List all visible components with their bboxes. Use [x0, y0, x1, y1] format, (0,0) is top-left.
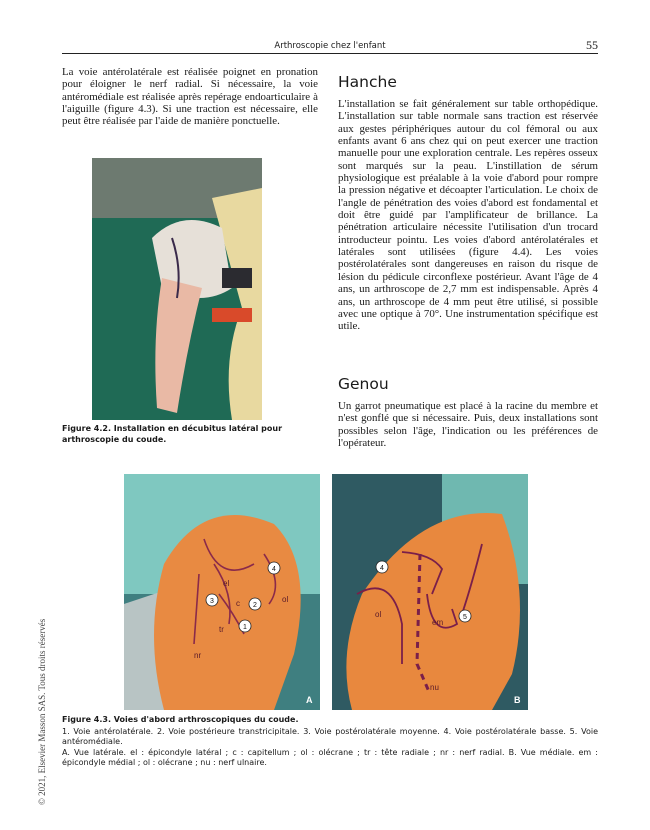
hanche-paragraph: L'installation se fait généralement sur table orthopédique. L'installation sur table normale sans traction est réservée aux gestes périphériques autour du col fémoral ou aux enfants avant 6 ans chez qui on peut exercer une traction manuelle pour une exploration centrale. Les repères osseux sont marqués sur la peau. L'instillation de sérum physiologique est préalable à la voie d'abord pour rompre la pression négative et décoapter l'articulation. Le choix de l'angle de pénétration des voies d'abord est fondamental et doit être guidé par l'amplificateur de brillance. La pénétration articulaire nécessite l'utilisation d'un trocard introducteur pointu. Les voies d'abord antérolatérales et latérales sont utilisées (figure 4.4). Les voies postérolatérales sont dangereuses en raison du risque de lésion du pédicule circonflexe postérieur. Avant l'âge de 4 ans, un arthroscope de 2,7 mm est indispensable. Après 4 ans, un arthroscope de 4 mm peut être utilisé, si possible avec une optique à 70°. Une instrumentation spécifique est utile.: [338, 98, 598, 333]
page-number: 55: [586, 38, 598, 52]
label-tr: tr: [219, 625, 224, 634]
label-nu: nu: [430, 683, 439, 692]
running-title: Arthroscopie chez l'enfant: [274, 41, 386, 51]
figure-4-3-caption-line1: 1. Voie antérolatérale. 2. Voie postérieure transtricipitale. 3. Voie postérolatérale moyenne. 4. Voie postérolatérale basse. 5. Voie antéromédiale.: [62, 726, 598, 747]
figure-4-2-caption: Figure 4.2. Installation en décubitus latéral pour arthroscopie du coude.: [62, 424, 283, 444]
panel-letter-a: A: [306, 695, 313, 705]
label-c: c: [236, 599, 240, 608]
label-ol: ol: [282, 595, 289, 604]
marker-2: 2: [253, 602, 257, 609]
label-el: el: [223, 579, 230, 588]
marker-4: 4: [380, 565, 384, 572]
section-heading-genou: Genou: [338, 375, 389, 393]
marker-1: 1: [243, 624, 247, 631]
marker-4: 4: [272, 566, 276, 573]
marker-3: 3: [210, 598, 214, 605]
label-em: em: [432, 618, 444, 627]
section-heading-hanche: Hanche: [338, 73, 397, 91]
label-nr: nr: [194, 651, 202, 660]
figure-4-3-caption: [62, 715, 598, 769]
marker-5: 5: [463, 614, 467, 621]
figure-4-3-caption-title: Figure 4.3. Voies d'abord arthroscopiques du coude.: [62, 715, 299, 724]
figure-4-2-photo: [92, 158, 262, 420]
label-ol: ol: [375, 610, 382, 619]
running-header: [62, 40, 598, 54]
figure-4-3-caption-line2: A. Vue latérale. el : épicondyle latéral ; c : capitellum ; ol : olécrane ; tr : tête radiale ; nr : nerf radial. B. Vue médiale. em : épicondyle médial ; ol : olécrane ; nu : nerf ulnaire.: [62, 747, 598, 768]
copyright-notice: © 2021, Elsevier Masson SAS. Tous droits réservés: [37, 618, 47, 805]
left-paragraph: La voie antérolatérale est réalisée poignet en pronation pour éloigner le nerf radial. Si nécessaire, la voie antéromédiale est réalisée après repérage endoarticulaire à l'aiguille (figure 4.3). Si une traction est nécessaire, elle peut être réalisée par l'aide de manière ponctuelle.: [62, 66, 318, 128]
figure-4-3-panel-b: [332, 474, 528, 710]
figure-4-3-panel-a: [124, 474, 320, 710]
panel-letter-b: B: [514, 695, 521, 705]
genou-paragraph: Un garrot pneumatique est placé à la racine du membre et n'est gonflé que si nécessaire. Puis, deux installations sont possibles selon l'âge, l'indication ou les préférences de l'opérateur.: [338, 400, 598, 450]
